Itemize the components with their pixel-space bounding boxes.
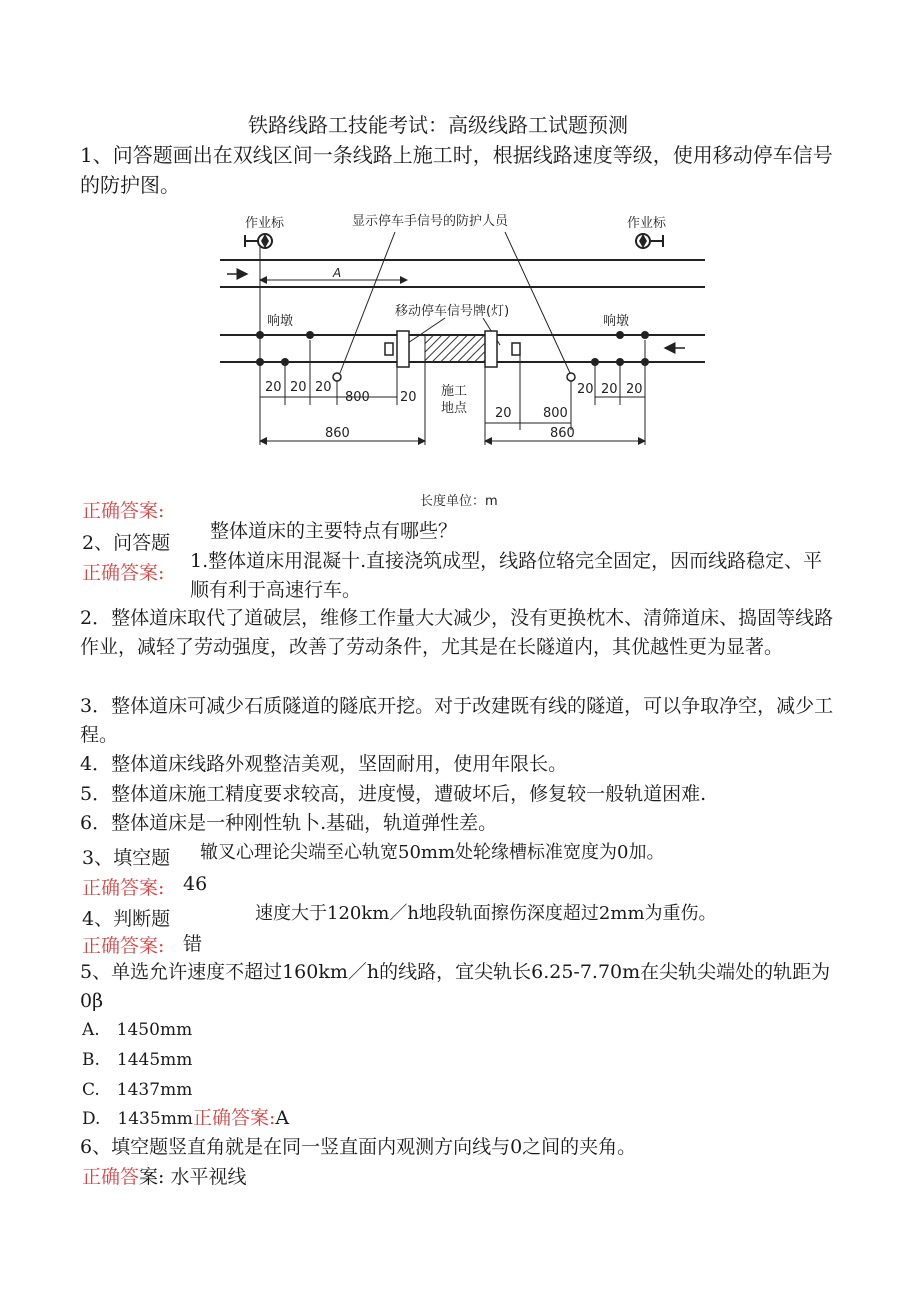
q4-answer-label: 正确答案: bbox=[82, 935, 165, 957]
q3-label: 3、填空题 bbox=[82, 847, 171, 869]
q2-answer-label: 正确答案: bbox=[82, 562, 165, 584]
q3-answer: 46 bbox=[183, 873, 208, 895]
dim-A-label: A bbox=[333, 266, 342, 280]
work-sign-right-icon bbox=[635, 234, 663, 248]
q5-option-d-row bbox=[82, 1105, 289, 1132]
q2-label: 2、问答题 bbox=[82, 532, 171, 554]
q5-option-b: B. 1445mm bbox=[82, 1050, 193, 1070]
work-sign-left-icon bbox=[245, 234, 273, 248]
dim-l20c: 20 bbox=[315, 380, 332, 395]
guard-position-left bbox=[333, 373, 341, 381]
q5-answer: A bbox=[275, 1107, 290, 1129]
q4-label: 4、判断题 bbox=[82, 908, 171, 930]
work-sign-left-label: 作业标 bbox=[245, 216, 285, 231]
dim-l860: 860 bbox=[325, 426, 350, 441]
guard-label: 显示停车手信号的防护人员 bbox=[352, 214, 509, 229]
q2-answer-2: 2．整体道床取代了道破层，维修工作量大大减少，没有更换枕木、清筛道床、捣固等线路作业，减轻了劳动强度，改善了劳动条件，尤其是在长隧道内，其优越性更为显著。 bbox=[80, 607, 834, 658]
construction-area bbox=[425, 335, 490, 362]
detonators-left bbox=[256, 331, 314, 366]
site-label-1: 施工 bbox=[441, 384, 468, 399]
q5-answer-label: 正确答案: bbox=[192, 1107, 276, 1129]
dim-l800: 800 bbox=[345, 390, 370, 405]
q1-answer-label: 正确答案: bbox=[82, 500, 165, 522]
protection-diagram bbox=[215, 205, 710, 515]
q3-answer-label: 正确答案: bbox=[82, 877, 165, 899]
question-1: 1、问答题画出在双线区间一条线路上施工时，根据线路速度等级，使用移动停车信号的防护图。 bbox=[80, 143, 833, 197]
q6-answer-label-colored: 正确答 bbox=[82, 1166, 140, 1188]
question-6: 6、填空题竖直角就是在同一竖直面内观测方向线与0之间的夹角。 bbox=[80, 1136, 637, 1158]
q5-option-a: A. 1450mm bbox=[82, 1020, 193, 1040]
dim-r860: 860 bbox=[550, 426, 575, 441]
detonator-right-label: 响墩 bbox=[603, 314, 630, 329]
detonators-right bbox=[591, 331, 649, 366]
q2-answer-5: 5．整体道床施工精度要求较高，进度慢，遭破坏后，修复较一般轨道困难. bbox=[80, 783, 707, 805]
mobile-signal-label: 移动停车信号牌(灯) bbox=[395, 304, 510, 319]
dim-l20a: 20 bbox=[265, 380, 282, 395]
site-label-2: 地点 bbox=[441, 401, 468, 416]
q4-question: 速度大于120km／h地段轨面擦伤深度超过2mm为重伤。 bbox=[255, 903, 717, 924]
dim-l20d: 20 bbox=[400, 390, 417, 405]
q3-question: 辙叉心理论尖端至心轨宽50mm处轮缘槽标准宽度为0加。 bbox=[200, 842, 665, 863]
question-5: 5、单选允许速度不超过160km／h的线路，宜尖轨长6.25-7.70m在尖轨尖端处的轨距为0β bbox=[80, 961, 831, 1012]
dim-r800: 800 bbox=[543, 406, 568, 421]
q2-answer-4: 4．整体道床线路外观整洁美观，坚固耐用，使用年限长。 bbox=[80, 753, 568, 775]
q6-answer: 水平视线 bbox=[170, 1166, 247, 1188]
q6-answer-label-tail: 案: bbox=[139, 1166, 165, 1188]
unit-note: 长度单位：m bbox=[420, 494, 498, 509]
q4-answer: 错 bbox=[183, 933, 203, 955]
page-title: 铁路线路工技能考试：高级线路工试题预测 bbox=[248, 113, 628, 137]
q2-answer-6: 6．整体道床是一种刚性轨卜.基础，轨道弹性差。 bbox=[80, 812, 498, 834]
dim-r20b: 20 bbox=[577, 382, 594, 397]
dim-r20c: 20 bbox=[601, 382, 618, 397]
detonator-left-label: 响墩 bbox=[267, 314, 294, 329]
q2-answer-1: 1.整体道床用混凝十.直接浇筑成型，线路位辂完全固定，因而线路稳定、平顺有利于高速行车。 bbox=[190, 550, 823, 601]
dim-l20b: 20 bbox=[290, 380, 307, 395]
dim-r20d: 20 bbox=[626, 382, 643, 397]
q5-option-c: C. 1437mm bbox=[82, 1080, 193, 1100]
q6-answer-row bbox=[82, 1164, 246, 1190]
guard-position-right bbox=[567, 373, 575, 381]
q2-answer-3: 3．整体道床可减少石质隧道的隧底开挖。对于改建既有线的隧道，可以争取净空，减少工程。 bbox=[80, 695, 834, 746]
q5-option-d: D. 1435mm bbox=[82, 1109, 193, 1129]
work-sign-right-label: 作业标 bbox=[627, 216, 667, 231]
q2-question: 整体道床的主要特点有哪些？ bbox=[210, 520, 458, 542]
dim-r20a: 20 bbox=[495, 406, 512, 421]
